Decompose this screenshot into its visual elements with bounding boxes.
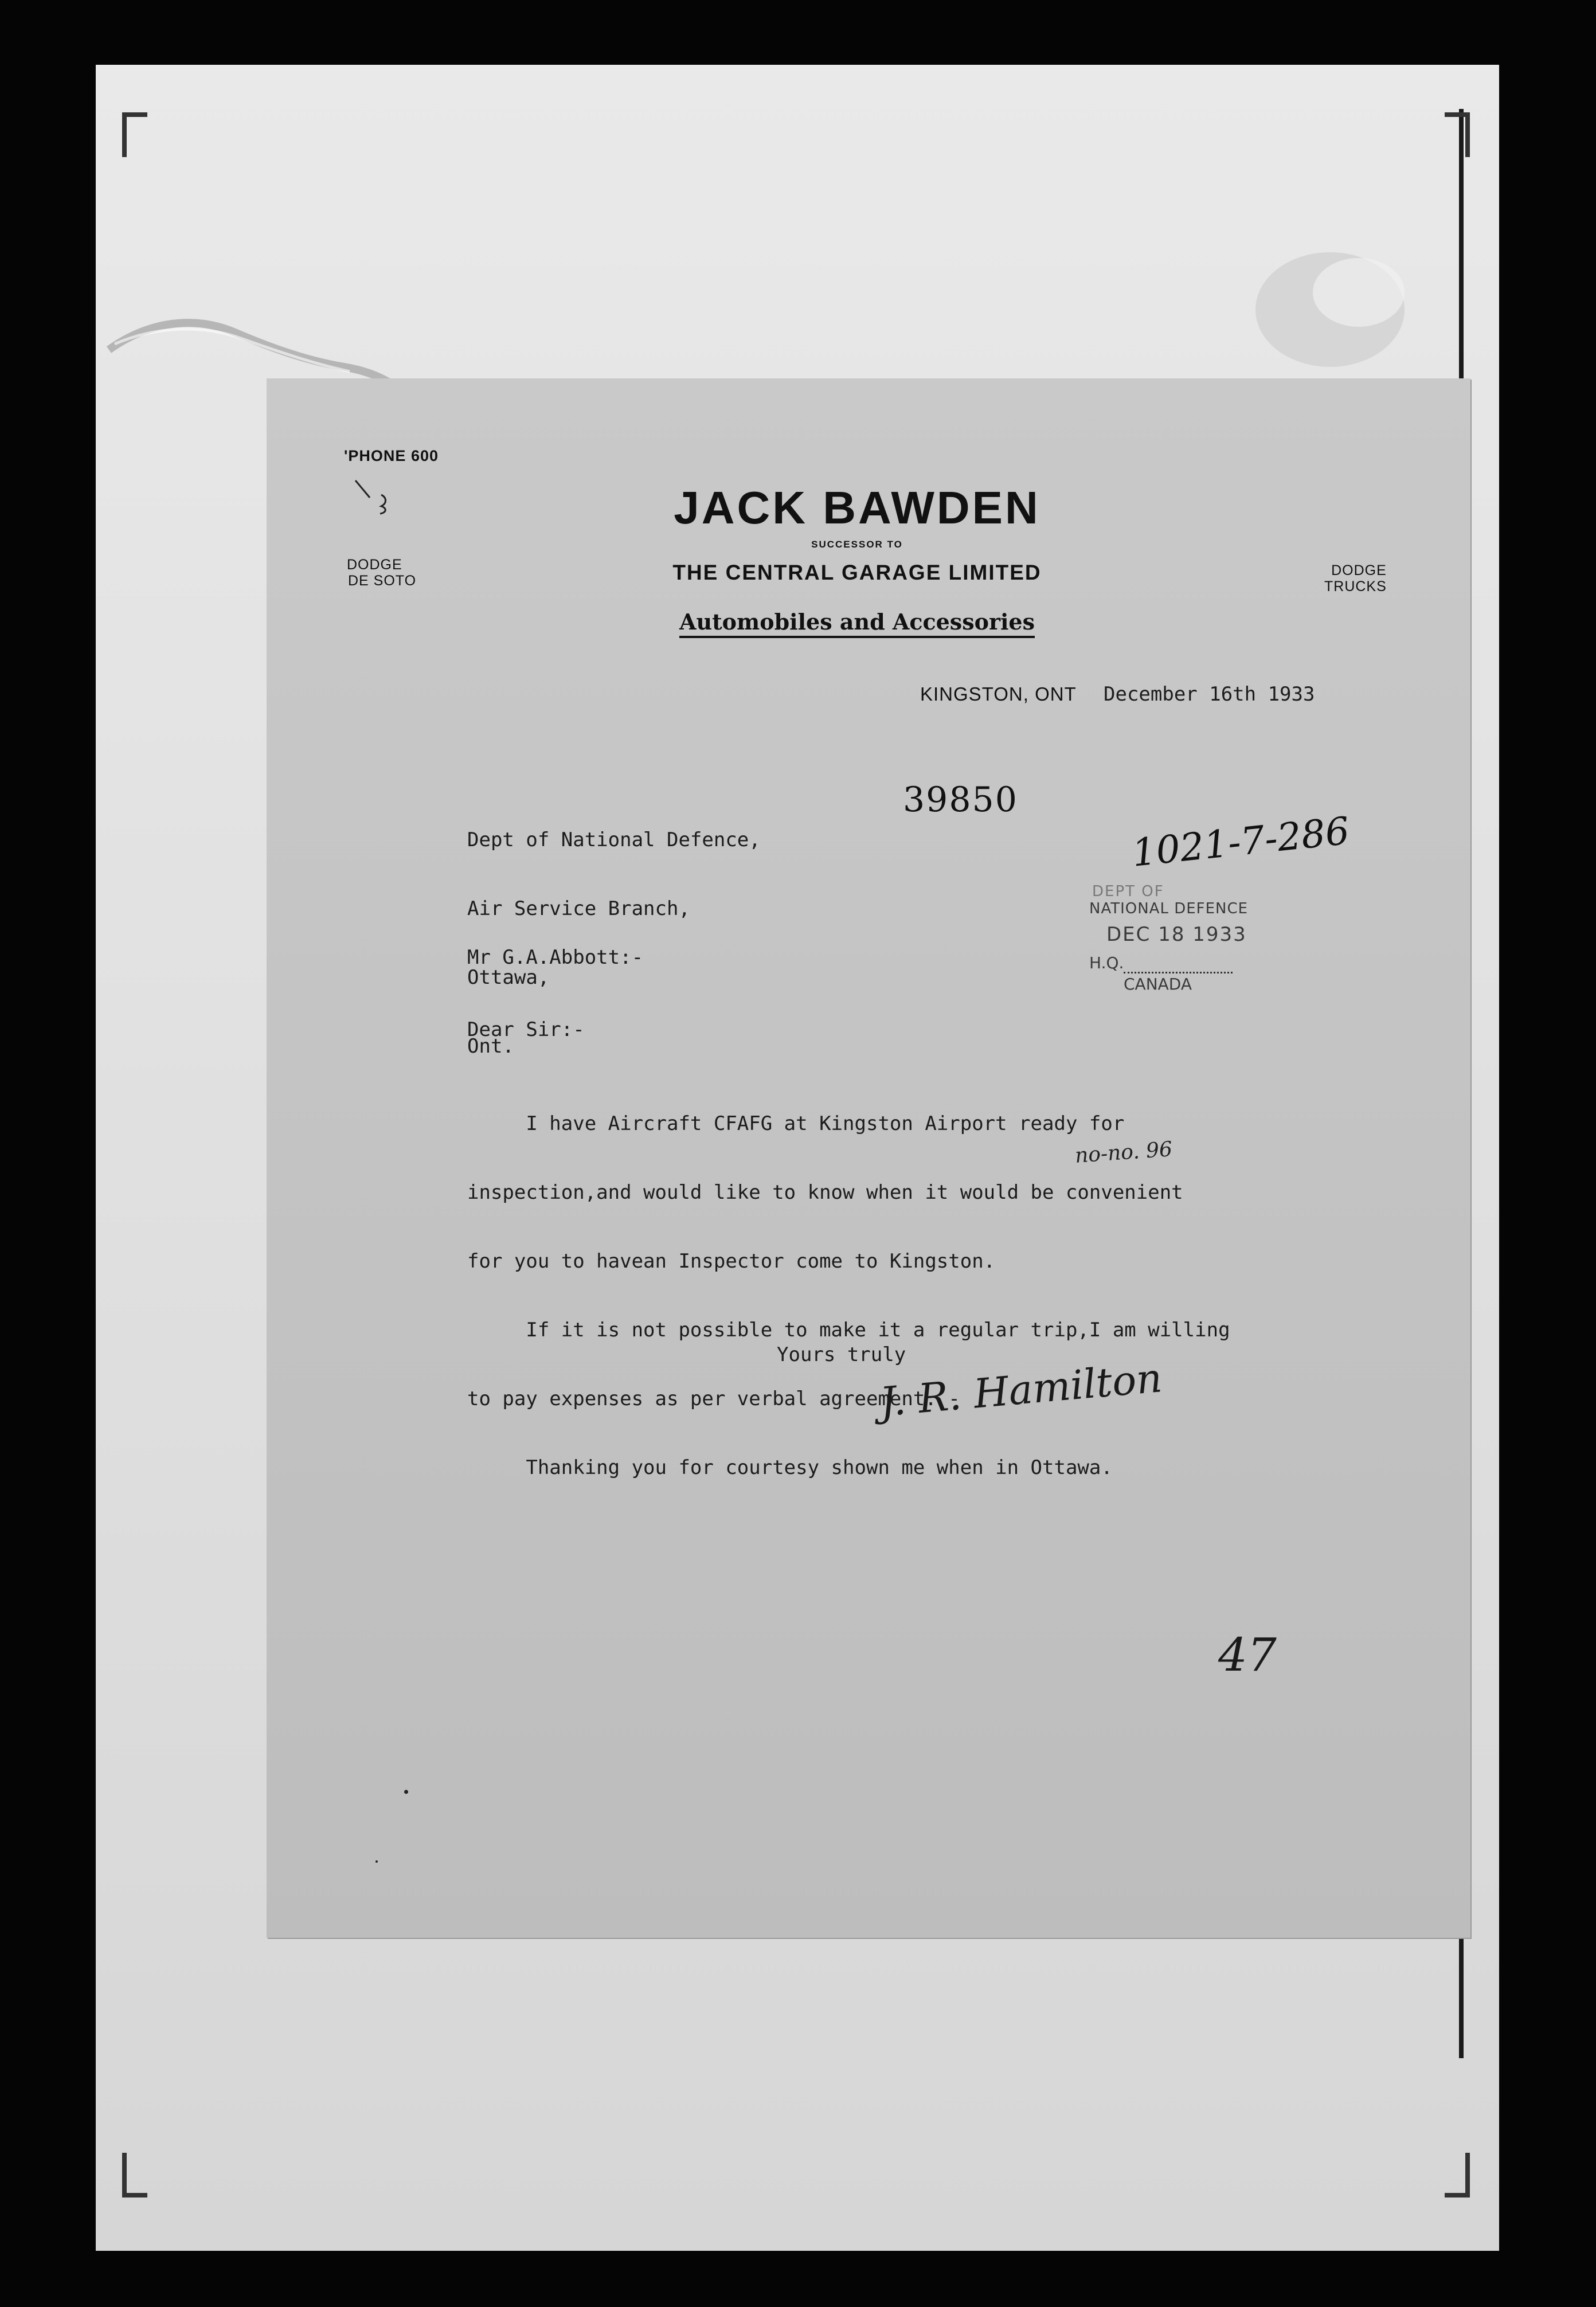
- recipient-address: [467, 783, 761, 1104]
- letterhead-predecessor: THE CENTRAL GARAGE LIMITED: [672, 561, 1042, 584]
- stamp-line: NATIONAL DEFENCE: [1089, 900, 1249, 917]
- stamp-date: DEC 18 1933: [1106, 923, 1247, 946]
- address-line: Dept of National Defence,: [467, 828, 761, 851]
- letterhead-brands-right: [1296, 563, 1387, 595]
- binding-string: [103, 298, 401, 390]
- letter-sheet: [267, 378, 1470, 1938]
- address-line: Ont.: [467, 1035, 514, 1058]
- attention-line: Mr G.A.Abbott:-: [467, 946, 644, 969]
- paper-smudge: [1244, 241, 1433, 390]
- letter-body: [467, 1066, 1230, 1525]
- salutation: Dear Sir:-: [467, 1018, 585, 1041]
- body-line: to pay expenses as per verbal agreement. -: [467, 1387, 960, 1410]
- body-line: If it is not possible to make it a regular trip,I am willing: [467, 1319, 1230, 1342]
- closing: Yours truly: [777, 1343, 906, 1366]
- stamp-line: H.Q.: [1089, 953, 1124, 972]
- brand-de-soto: DE SOTO: [348, 572, 417, 589]
- paper-speck: [404, 1790, 408, 1794]
- handwritten-annotation: no-no. 96: [1074, 1137, 1173, 1168]
- letterhead-tagline: [662, 609, 1052, 635]
- body-line: I have Aircraft CFAFG at Kingston Airport ready for: [467, 1112, 1125, 1135]
- dateline-city: KINGSTON, ONT: [920, 683, 1077, 705]
- crop-mark-top-right: [1445, 112, 1470, 157]
- paper-speck: [375, 1860, 378, 1863]
- brand-dodge-right: DODGE: [1331, 562, 1387, 578]
- brand-dodge: DODGE: [347, 557, 402, 573]
- letterhead-phone: 'PHONE 600: [344, 447, 439, 464]
- signature: J. R. Hamilton: [878, 1354, 1164, 1426]
- stamp-line: CANADA: [1124, 972, 1233, 994]
- brand-trucks: TRUCKS: [1324, 578, 1387, 595]
- tagline-text: Automobiles and Accessories: [679, 609, 1035, 638]
- received-stamp: [1083, 883, 1267, 1003]
- file-number: 39850: [903, 780, 1018, 820]
- crop-mark-top-left: [122, 112, 147, 157]
- letterhead-company: JACK BAWDEN: [674, 482, 1040, 533]
- body-line: Thanking you for courtesy shown me when in Ottawa.: [467, 1456, 1113, 1479]
- letterhead-brands-left: [347, 557, 416, 589]
- stamp-line: DEPT OF: [1092, 883, 1164, 900]
- body-line: inspection,and would like to know when it would be convenient: [467, 1181, 1183, 1204]
- address-line: Ottawa,: [467, 966, 550, 989]
- crop-mark-bottom-left: [122, 2153, 147, 2197]
- page-number: 47: [1218, 1628, 1277, 1682]
- body-line: for you to havean Inspector come to Kingston.: [467, 1250, 996, 1273]
- handwritten-mark: [353, 475, 393, 515]
- dateline-date: December 16th 1933: [1104, 683, 1315, 706]
- letterhead-successor: SUCCESSOR TO: [811, 539, 903, 550]
- crop-mark-bottom-right: [1445, 2153, 1470, 2197]
- address-line: Air Service Branch,: [467, 897, 690, 920]
- handwritten-reference: 1021-7-286: [1129, 808, 1352, 875]
